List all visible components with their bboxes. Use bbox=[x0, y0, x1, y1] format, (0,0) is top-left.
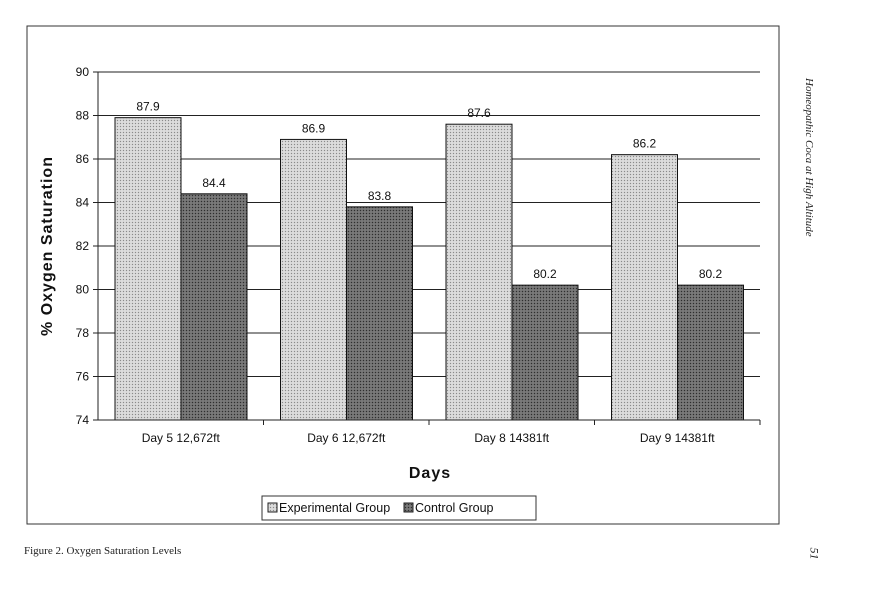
y-tick-label: 84 bbox=[75, 195, 89, 210]
data-label: 86.9 bbox=[301, 121, 326, 136]
bar-experimental bbox=[115, 118, 181, 420]
y-tick-label: 88 bbox=[75, 108, 89, 123]
bar-control bbox=[512, 285, 578, 420]
bar-control bbox=[181, 194, 247, 420]
data-label: 86.2 bbox=[632, 136, 657, 151]
x-tick-label: Day 8 14381ft bbox=[474, 431, 550, 445]
bar-experimental bbox=[281, 139, 347, 420]
legend-label-experimental: Experimental Group bbox=[279, 501, 391, 515]
legend-label-control: Control Group bbox=[415, 501, 494, 515]
y-tick-label: 76 bbox=[75, 369, 89, 384]
data-label: 87.9 bbox=[136, 99, 160, 114]
legend-swatch-experimental bbox=[268, 503, 277, 512]
bar-experimental bbox=[446, 124, 512, 420]
bar-experimental bbox=[612, 155, 678, 420]
y-tick-label: 74 bbox=[75, 413, 89, 427]
data-label: 80.2 bbox=[533, 267, 557, 282]
running-title: Homeopathic Coca at High Altitude bbox=[803, 78, 815, 237]
data-label: 84.4 bbox=[202, 175, 226, 190]
x-tick-label: Day 9 14381ft bbox=[639, 431, 715, 445]
y-tick-label: 86 bbox=[75, 152, 89, 166]
data-label: 80.2 bbox=[698, 267, 723, 282]
legend-swatch-control bbox=[404, 503, 413, 512]
y-tick-label: 78 bbox=[75, 326, 89, 340]
y-tick-label: 90 bbox=[75, 65, 89, 79]
x-tick-label: Day 6 12,672ft bbox=[307, 431, 386, 445]
page-number: 51 bbox=[807, 547, 822, 560]
figure-caption: Figure 2. Oxygen Saturation Levels bbox=[24, 545, 182, 557]
bar-control bbox=[678, 285, 744, 420]
bar-control bbox=[347, 207, 413, 420]
y-tick-label: 82 bbox=[75, 239, 89, 253]
data-label: 87.6 bbox=[467, 106, 491, 121]
legend bbox=[262, 496, 536, 520]
y-axis-title: % Oxygen Saturation bbox=[39, 156, 56, 336]
y-tick-label: 80 bbox=[75, 282, 89, 297]
data-label: 83.8 bbox=[367, 188, 392, 203]
x-axis-title: Days bbox=[408, 465, 452, 482]
x-tick-label: Day 5 12,672ft bbox=[141, 431, 220, 445]
